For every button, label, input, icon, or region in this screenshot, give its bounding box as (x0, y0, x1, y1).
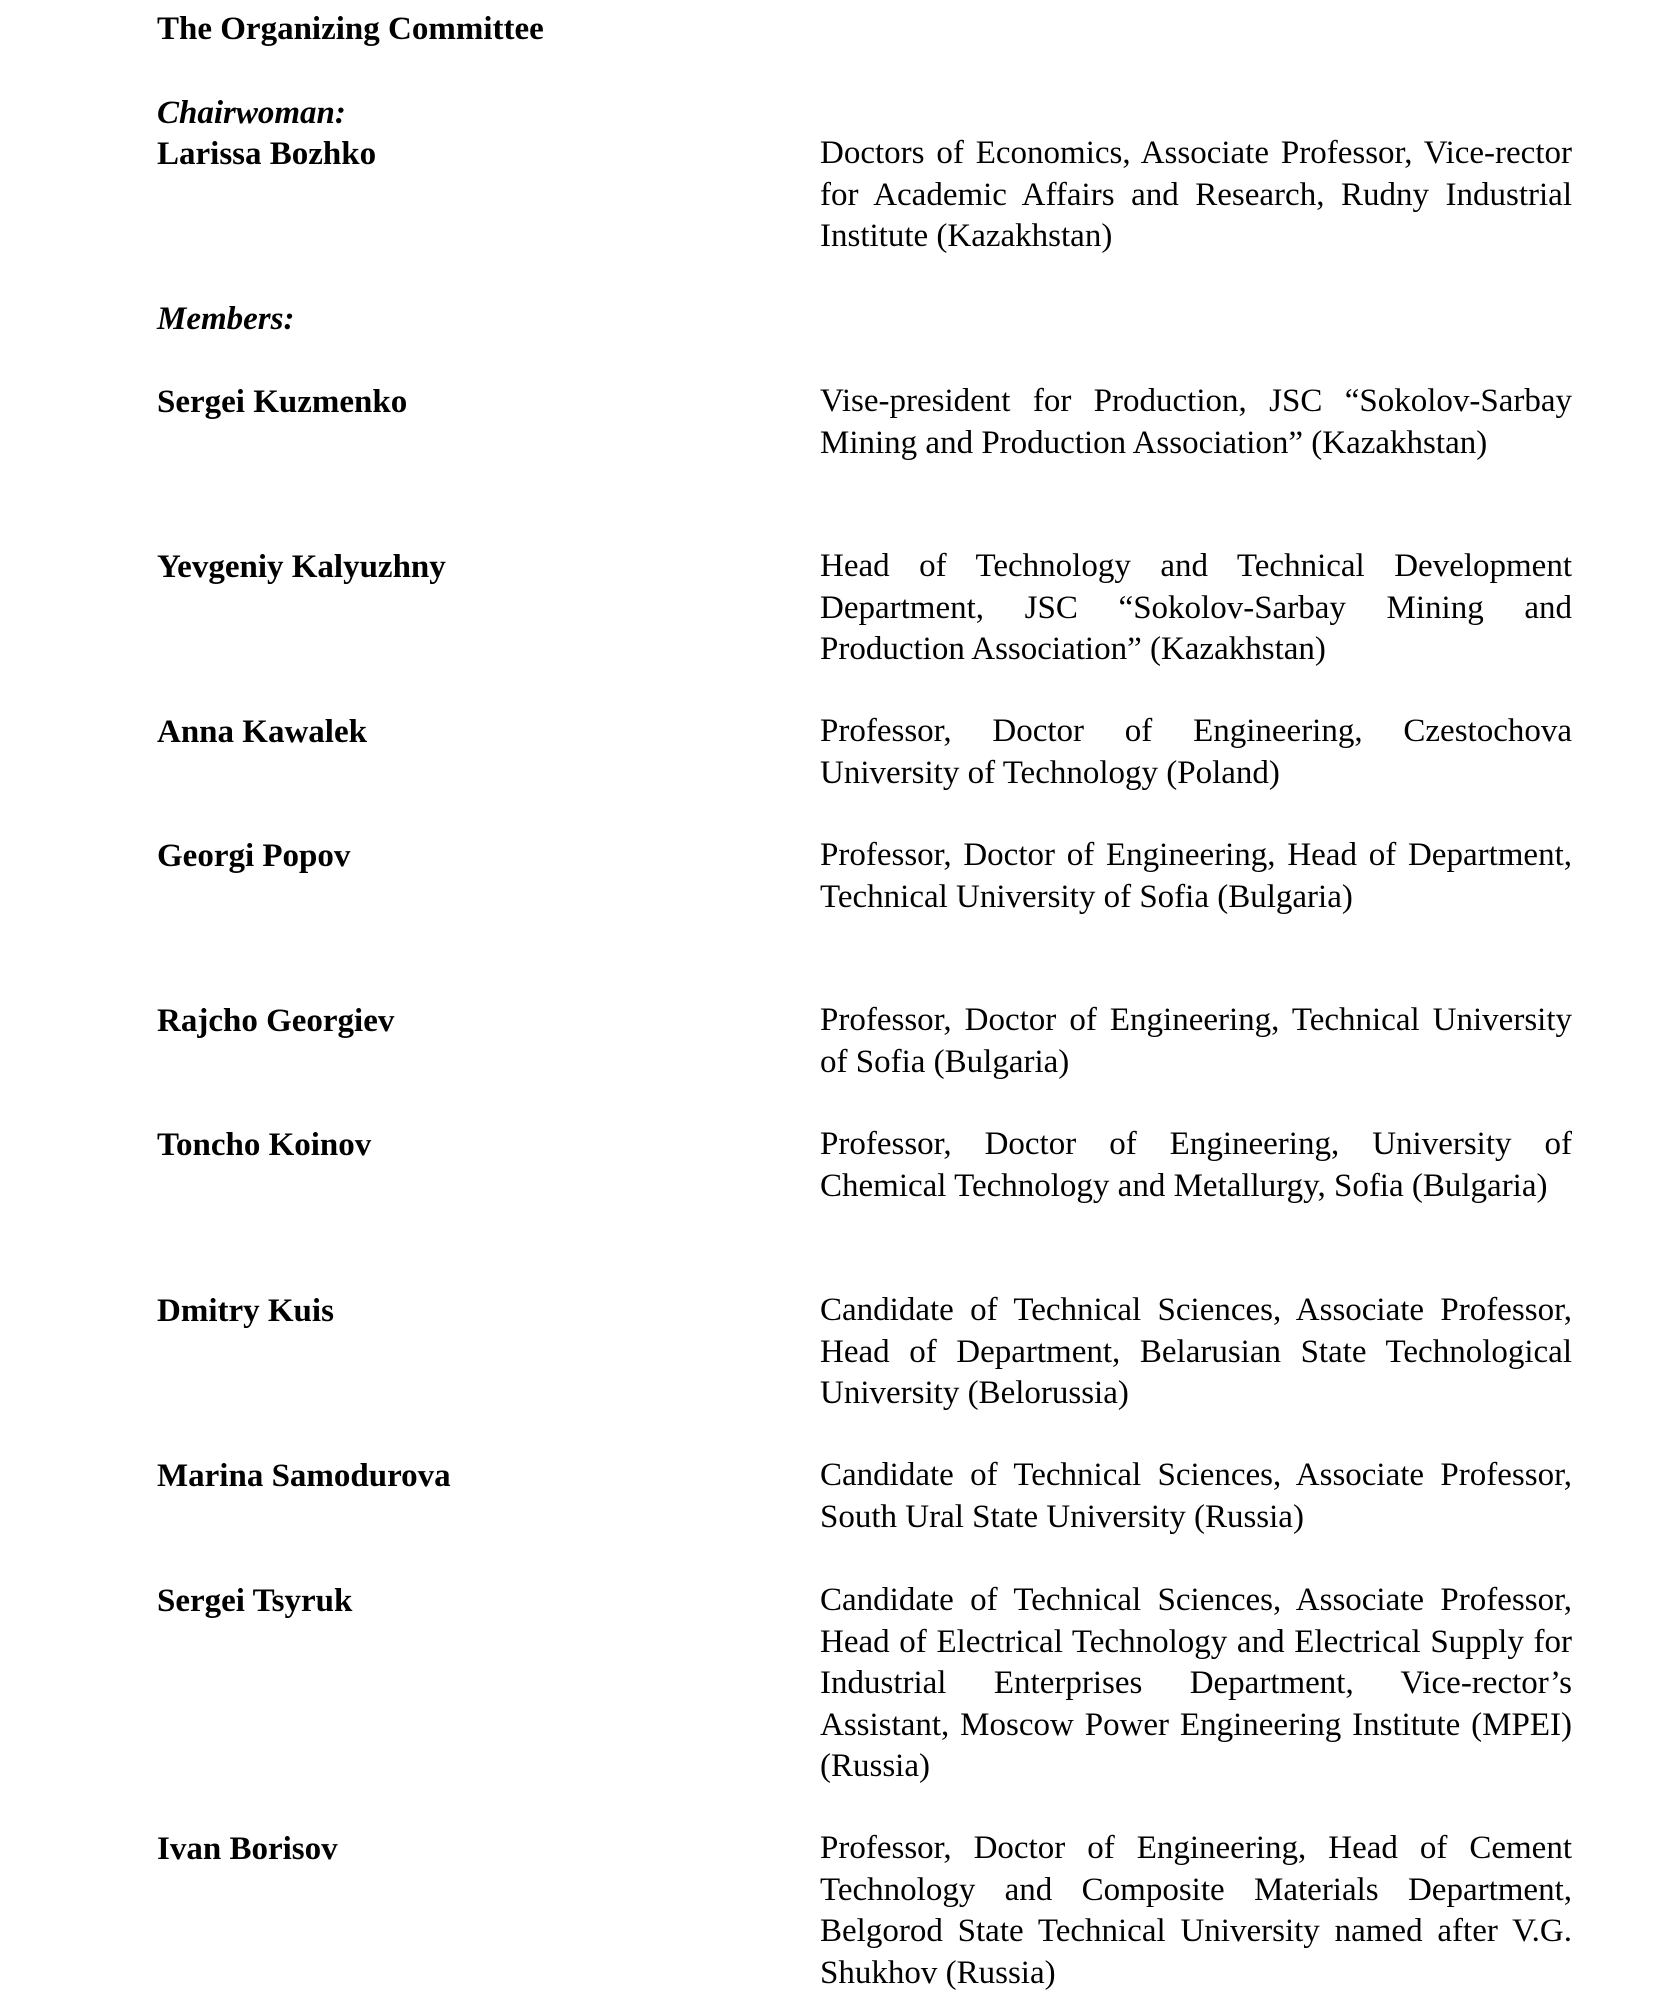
person-description: Vise-president for Production, JSC “Sokolov-Sarbay Mining and Production Association” (Kazakhstan) (820, 383, 1572, 461)
person-description: Professor, Doctor of Engineering, Technical University of Sofia (Bulgaria) (820, 1002, 1572, 1080)
person-name: Rajcho Georgiev (157, 1003, 395, 1039)
person-description: Candidate of Technical Sciences, Associate Professor, South Ural State University (Russia) (820, 1457, 1572, 1535)
person-name: Dmitry Kuis (157, 1293, 334, 1329)
person-name: Larissa Bozhko (157, 136, 377, 172)
person-description: Professor, Doctor of Engineering, University of Chemical Technology and Metallurgy, Sofia (Bulgaria) (820, 1126, 1572, 1204)
person-description: Professor, Doctor of Engineering, Head of Department, Technical University of Sofia (Bulgaria) (820, 837, 1572, 915)
person-description: Professor, Doctor of Engineering, Czestochova University of Technology (Poland) (820, 713, 1572, 791)
person-name: Georgi Popov (157, 838, 351, 874)
members-section-label: Members: (157, 301, 295, 337)
person-description: Doctors of Economics, Associate Professor, Vice-rector for Academic Affairs and Research, Rudny Industrial Institute (Kazakhstan) (820, 135, 1572, 254)
chair-section-label: Chairwoman: (157, 95, 346, 131)
person-description: Candidate of Technical Sciences, Associate Professor, Head of Electrical Technology and Electrical Supply for Industrial Enterprises Department, Vice-rector’s Assistant, Moscow Power Engineering Institute (MPEI) (Russia) (820, 1582, 1572, 1784)
person-name: Toncho Koinov (157, 1127, 372, 1163)
person-name: Marina Samodurova (157, 1458, 451, 1494)
person-name: Sergei Tsyruk (157, 1583, 353, 1619)
person-description: Professor, Doctor of Engineering, Head of Cement Technology and Composite Materials Department, Belgorod State Technical University named after V.G. Shukhov (Russia) (820, 1830, 1572, 1991)
page-title: The Organizing Committee (157, 11, 544, 47)
person-description: Candidate of Technical Sciences, Associate Professor, Head of Department, Belarusian State Technological University (Belorussia) (820, 1292, 1572, 1411)
person-name: Sergei Kuzmenko (157, 384, 408, 420)
person-name: Anna Kawalek (157, 714, 367, 750)
person-name: Ivan Borisov (157, 1831, 338, 1867)
person-name: Yevgeniy Kalyuzhny (157, 549, 446, 585)
person-description: Head of Technology and Technical Development Department, JSC “Sokolov-Sarbay Mining and Production Association” (Kazakhstan) (820, 548, 1572, 667)
